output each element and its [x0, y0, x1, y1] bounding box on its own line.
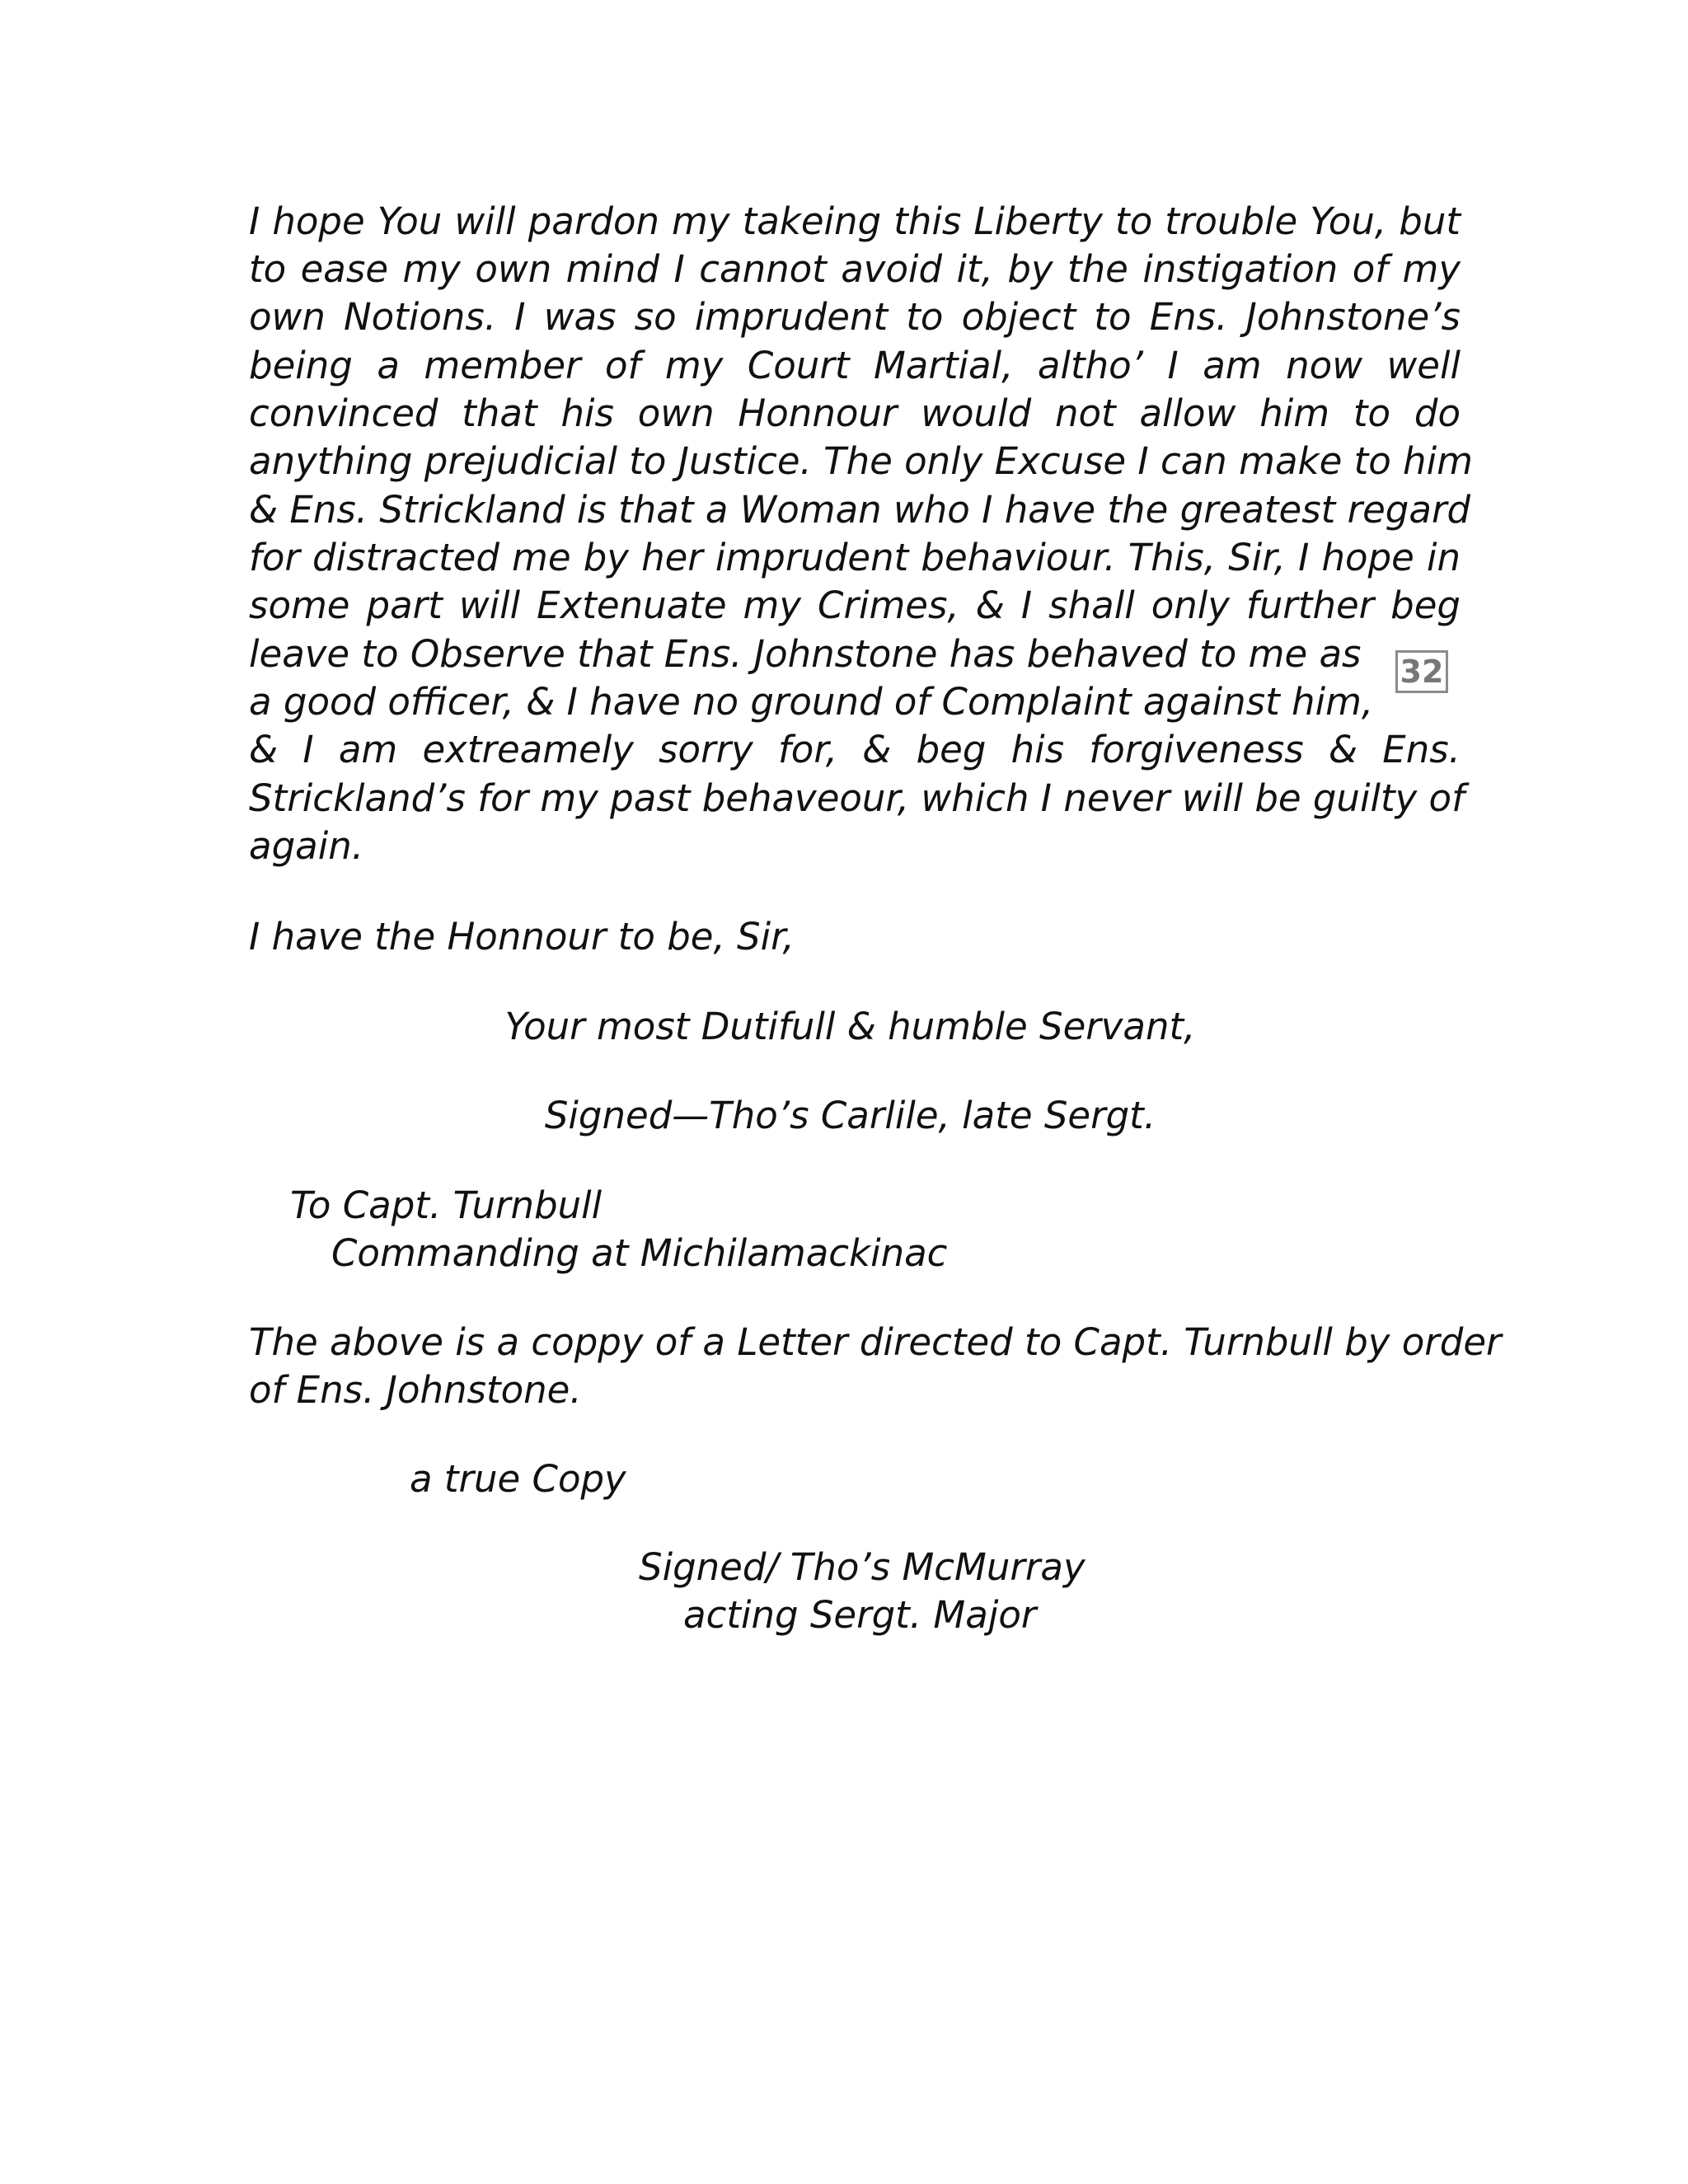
body-line-11: a good officer, & I have no ground of Complaint against him,	[249, 680, 1374, 724]
page-number-badge: 32	[1395, 650, 1448, 693]
body-line-1: I hope You will pardon my takeing this Liberty to trouble You, but	[249, 199, 1461, 243]
addressee: To Capt. Turnbull	[290, 1183, 603, 1227]
closing-line: I have the Honnour to be, Sir,	[249, 915, 795, 958]
body-line-7: & Ens. Strickland is that a Woman who I have the greatest regard	[249, 488, 1471, 532]
body-line-12: & I am extreamely sorry for, & beg his forgiveness & Ens.	[249, 728, 1461, 771]
body-line-10: leave to Observe that Ens. Johnstone has behaved to me as	[249, 632, 1362, 676]
valediction: Your most Dutifull & humble Servant,	[504, 1005, 1196, 1048]
signature-carlile: Signed—Tho’s Carlile, late Sergt.	[544, 1094, 1156, 1137]
body-line-5: convinced that his own Honnour would not allow him to do	[249, 391, 1461, 435]
note-line-1: The above is a coppy of a Letter directed to Capt. Turnbull by order	[249, 1320, 1502, 1364]
body-line-4: being a member of my Court Martial, altho’ I am now well	[249, 344, 1461, 387]
note-line-2: of Ens. Johnstone.	[249, 1368, 582, 1412]
body-line-14: again.	[249, 824, 364, 868]
body-line-9: some part will Extenuate my Crimes, & I shall only further beg	[249, 583, 1461, 627]
attestation: a true Copy	[410, 1457, 626, 1501]
body-line-13: Strickland’s for my past behaveour, which I never will be guilty of	[249, 776, 1465, 820]
signer-role: acting Sergt. Major	[683, 1593, 1037, 1637]
body-line-2: to ease my own mind I cannot avoid it, by the instigation of my	[249, 247, 1461, 291]
body-line-3: own Notions. I was so imprudent to object to Ens. Johnstone’s	[249, 295, 1461, 339]
signer-mcmurray: Signed/ Tho’s McMurray	[639, 1545, 1085, 1589]
body-line-8: for distracted me by her imprudent behaviour. This, Sir, I hope in	[249, 536, 1461, 579]
body-line-6: anything prejudicial to Justice. The only Excuse I can make to him	[249, 439, 1473, 483]
addressee-role: Commanding at Michilamackinac	[331, 1231, 948, 1275]
